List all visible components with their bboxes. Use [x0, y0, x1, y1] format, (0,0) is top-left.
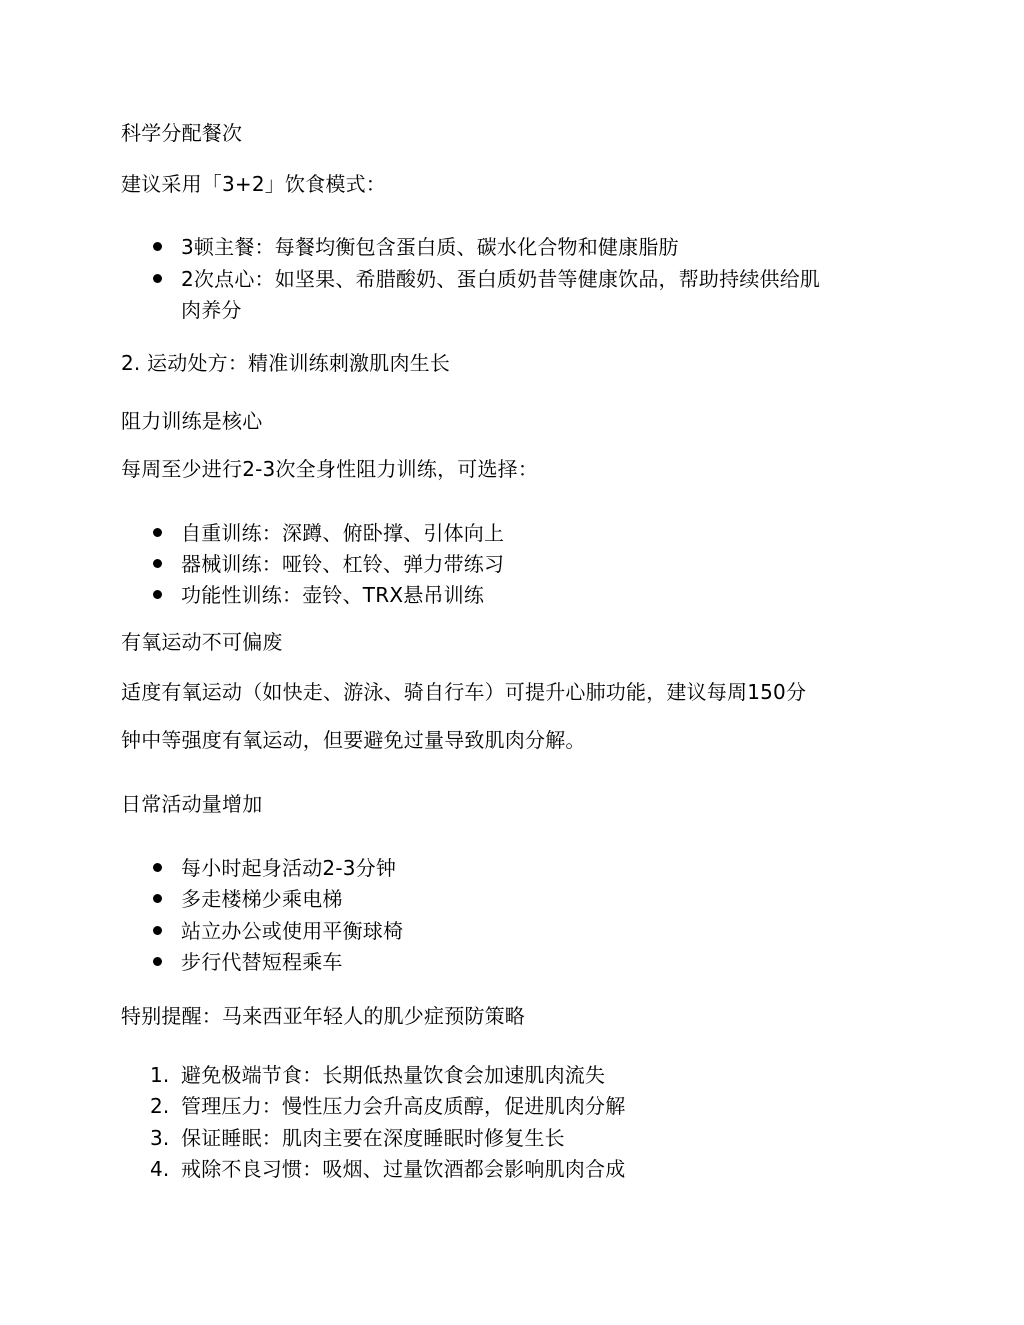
list-item [150, 948, 343, 976]
heading-exercise-prescription: 2. 运动处方：精准训练刺激肌肉生长 [121, 351, 451, 375]
list-item-text: 每小时起身活动2-3分钟 [181, 856, 397, 880]
aerobic-text-line-1: 适度有氧运动（如快走、游泳、骑自行车）可提升心肺功能，建议每周150分 [121, 680, 807, 704]
bullet-icon [153, 957, 162, 966]
list-item-text: 2次点心：如坚果、希腊酸奶、蛋白质奶昔等健康饮品，帮助持续供给肌 [181, 267, 821, 291]
list-item-continuation: 肉养分 [181, 298, 242, 322]
list-item [150, 265, 820, 293]
list-item [150, 233, 679, 261]
list-number: 3. [150, 1126, 170, 1150]
list-item-text: 步行代替短程乘车 [181, 950, 343, 974]
list-number: 4. [150, 1157, 170, 1181]
bullet-icon [153, 559, 162, 568]
list-item-text: 站立办公或使用平衡球椅 [181, 919, 404, 943]
bullet-icon [153, 590, 162, 599]
list-item-text: 多走楼梯少乘电梯 [181, 887, 343, 911]
heading-special-reminder: 特别提醒：马来西亚年轻人的肌少症预防策略 [121, 1004, 525, 1028]
heading-aerobic-exercise: 有氧运动不可偏废 [121, 630, 283, 654]
bullet-icon [153, 274, 162, 283]
list-number: 1. [150, 1063, 170, 1087]
list-item-text: 保证睡眠：肌肉主要在深度睡眠时修复生长 [181, 1126, 565, 1150]
heading-meal-distribution: 科学分配餐次 [121, 121, 243, 145]
heading-resistance-training: 阻力训练是核心 [121, 409, 263, 433]
list-item [150, 917, 403, 945]
list-item [150, 854, 396, 882]
list-item [150, 550, 504, 578]
numbered-list-item [150, 1061, 605, 1089]
list-item-text: 器械训练：哑铃、杠铃、弹力带练习 [181, 552, 505, 576]
bullet-icon [153, 894, 162, 903]
meal-intro-text: 建议采用「3+2」饮食模式： [121, 172, 387, 196]
resistance-intro-text: 每周至少进行2-3次全身性阻力训练，可选择： [121, 457, 539, 481]
list-item-text: 功能性训练：壶铃、TRX悬吊训练 [181, 583, 485, 607]
list-item-text: 避免极端节食：长期低热量饮食会加速肌肉流失 [181, 1063, 606, 1087]
numbered-list-item [150, 1124, 565, 1152]
list-item-text: 戒除不良习惯：吸烟、过量饮酒都会影响肌肉合成 [181, 1157, 626, 1181]
aerobic-text-line-2: 钟中等强度有氧运动，但要避免过量导致肌肉分解。 [121, 728, 586, 752]
numbered-list-item [150, 1092, 625, 1120]
bullet-icon [153, 528, 162, 537]
list-number: 2. [150, 1094, 170, 1118]
heading-daily-activity: 日常活动量增加 [121, 792, 263, 816]
list-item [150, 519, 504, 547]
numbered-list-item [150, 1155, 625, 1183]
list-item [150, 885, 343, 913]
list-item-text: 管理压力：慢性压力会升高皮质醇，促进肌肉分解 [181, 1094, 626, 1118]
bullet-icon [153, 926, 162, 935]
list-item-text: 自重训练：深蹲、俯卧撑、引体向上 [181, 521, 505, 545]
bullet-icon [153, 242, 162, 251]
bullet-icon [153, 863, 162, 872]
list-item-text: 3顿主餐：每餐均衡包含蛋白质、碳水化合物和健康脂肪 [181, 235, 679, 259]
list-item [150, 581, 484, 609]
